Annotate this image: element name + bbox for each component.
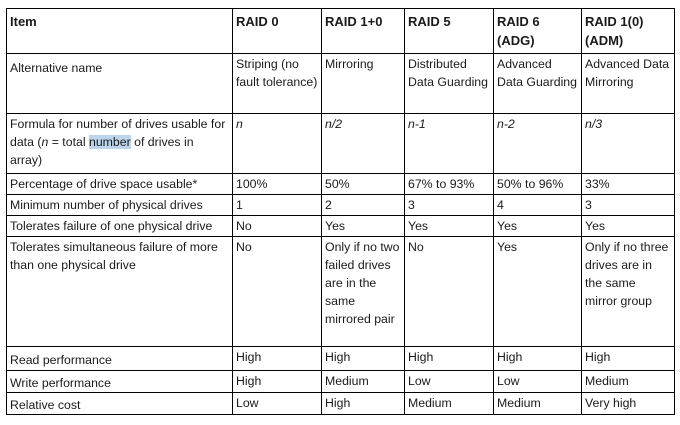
cell-raid-1-adm: Only if no three drives are in the same mirror group [582, 237, 675, 347]
cell-raid-1-0: Only if no two failed drives are in the same mirrored pair [322, 237, 405, 347]
cell-raid-5: Yes [405, 216, 494, 237]
cell-raid-1-adm: Yes [582, 216, 675, 237]
cell-raid-1-adm: 33% [582, 174, 675, 195]
cell-raid-1-0: 50% [322, 174, 405, 195]
row-min-drives [7, 195, 675, 216]
cell-raid-1-0: 2 [322, 195, 405, 216]
raid-comparison-table [6, 8, 675, 415]
cell-raid-6: 50% to 96% [494, 174, 582, 195]
header-raid-1-adm: RAID 1(0) (ADM) [582, 9, 675, 54]
row-label: Formula for number of drives usable for data (n = total number of drives in array) [7, 114, 233, 174]
cell-raid-1-adm: 3 [582, 195, 675, 216]
row-alternative-name [7, 54, 675, 114]
cell-raid-5: No [405, 237, 494, 347]
row-relative-cost [7, 393, 675, 415]
cell-raid-6: Yes [494, 237, 582, 347]
row-formula [7, 114, 675, 174]
cell-raid-1-adm: Medium [582, 371, 675, 393]
row-label: Tolerates failure of one physical drive [7, 216, 233, 237]
row-label: Minimum number of physical drives [7, 195, 233, 216]
cell-raid-6: Low [494, 371, 582, 393]
row-label: Tolerates simultaneous failure of more than one physical drive [7, 237, 233, 347]
row-tolerates-one [7, 216, 675, 237]
cell-raid-1-0: High [322, 347, 405, 371]
row-label: Alternative name [7, 54, 233, 114]
row-space-usable [7, 174, 675, 195]
cell-raid-5: Low [405, 371, 494, 393]
cell-raid-1-adm: n/3 [582, 114, 675, 174]
cell-raid-6: n-2 [494, 114, 582, 174]
cell-raid-0: Striping (no fault tolerance) [233, 54, 322, 114]
cell-raid-0: High [233, 347, 322, 371]
cell-raid-5: Distributed Data Guarding [405, 54, 494, 114]
cell-raid-1-0: Medium [322, 371, 405, 393]
cell-raid-0: 100% [233, 174, 322, 195]
cell-raid-1-adm: Advanced Data Mirroring [582, 54, 675, 114]
cell-raid-6: Yes [494, 216, 582, 237]
cell-raid-0: No [233, 237, 322, 347]
cell-raid-0: No [233, 216, 322, 237]
cell-raid-5: 67% to 93% [405, 174, 494, 195]
text-selection-highlight: number [88, 135, 131, 149]
cell-raid-5: n-1 [405, 114, 494, 174]
row-tolerates-multiple [7, 237, 675, 347]
cell-raid-1-0: n/2 [322, 114, 405, 174]
header-item: Item [7, 9, 233, 54]
cell-raid-5: 3 [405, 195, 494, 216]
header-row [7, 9, 675, 54]
row-label: Read performance [7, 347, 233, 371]
row-label: Percentage of drive space usable* [7, 174, 233, 195]
header-raid-1-0: RAID 1+0 [322, 9, 405, 54]
row-write-performance [7, 371, 675, 393]
row-label: Write performance [7, 371, 233, 393]
cell-raid-0: n [233, 114, 322, 174]
cell-raid-1-0: Yes [322, 216, 405, 237]
cell-raid-0: High [233, 371, 322, 393]
cell-raid-6: Medium [494, 393, 582, 415]
header-raid-6: RAID 6 (ADG) [494, 9, 582, 54]
cell-raid-5: Medium [405, 393, 494, 415]
row-read-performance [7, 347, 675, 371]
cell-raid-6: Advanced Data Guarding [494, 54, 582, 114]
header-raid-5: RAID 5 [405, 9, 494, 54]
cell-raid-1-adm: High [582, 347, 675, 371]
cell-raid-1-0: Mirroring [322, 54, 405, 114]
cell-raid-6: High [494, 347, 582, 371]
cell-raid-5: High [405, 347, 494, 371]
header-raid-0: RAID 0 [233, 9, 322, 54]
cell-raid-0: Low [233, 393, 322, 415]
cell-raid-1-adm: Very high [582, 393, 675, 415]
cell-raid-6: 4 [494, 195, 582, 216]
cell-raid-0: 1 [233, 195, 322, 216]
cell-raid-1-0: High [322, 393, 405, 415]
row-label: Relative cost [7, 393, 233, 415]
